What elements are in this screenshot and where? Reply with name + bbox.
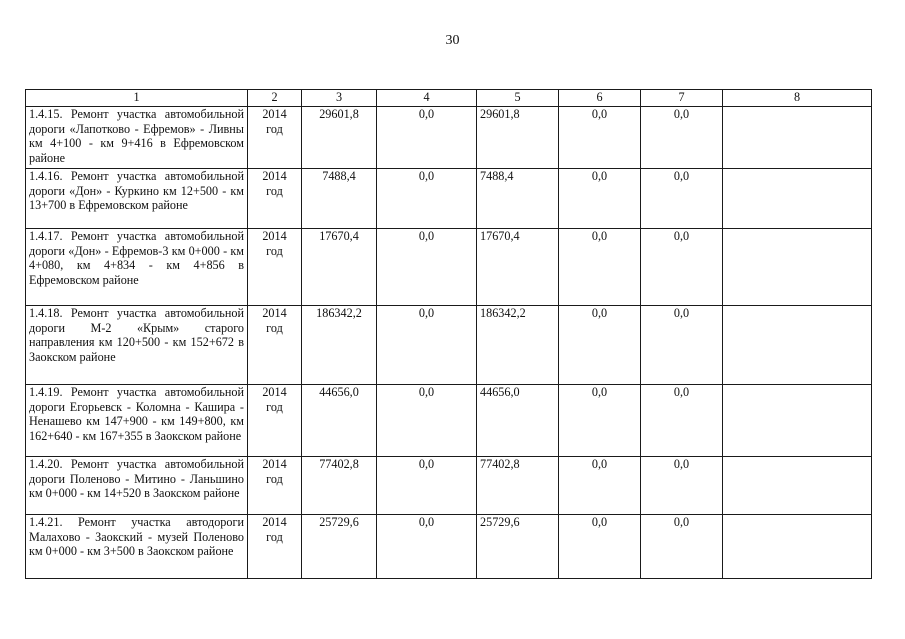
row-year bbox=[248, 169, 302, 229]
cell-col4: 0,0 bbox=[377, 457, 477, 515]
cell-col3: 186342,2 bbox=[302, 306, 377, 385]
row-year bbox=[248, 229, 302, 306]
year-value: 2014 bbox=[262, 457, 287, 471]
year-unit: год bbox=[266, 121, 283, 136]
year-value: 2014 bbox=[262, 229, 287, 243]
cell-col8 bbox=[723, 385, 872, 457]
header-row bbox=[26, 90, 872, 107]
cell-col4: 0,0 bbox=[377, 306, 477, 385]
row-year bbox=[248, 457, 302, 515]
year-unit: год bbox=[266, 243, 283, 258]
table-row bbox=[26, 306, 872, 385]
cell-col6: 0,0 bbox=[559, 457, 641, 515]
table-row bbox=[26, 107, 872, 169]
year-unit: год bbox=[266, 183, 283, 198]
table-row bbox=[26, 457, 872, 515]
row-year bbox=[248, 515, 302, 579]
year-value: 2014 bbox=[262, 306, 287, 320]
year-value: 2014 bbox=[262, 107, 287, 121]
cell-col4: 0,0 bbox=[377, 169, 477, 229]
cell-col8 bbox=[723, 457, 872, 515]
cell-col8 bbox=[723, 229, 872, 306]
row-description: 1.4.15. Ремонт участка автомобильной дороги «Лапотково - Ефремов» - Ливны км 4+100 - км 9+416 в Ефремовском районе bbox=[26, 107, 248, 169]
cell-col8 bbox=[723, 515, 872, 579]
cell-col7: 0,0 bbox=[641, 107, 723, 169]
cell-col6: 0,0 bbox=[559, 229, 641, 306]
table-row bbox=[26, 229, 872, 306]
cell-col5: 17670,4 bbox=[477, 229, 559, 306]
cell-col4: 0,0 bbox=[377, 229, 477, 306]
cell-col8 bbox=[723, 169, 872, 229]
cell-col6: 0,0 bbox=[559, 169, 641, 229]
column-header: 7 bbox=[641, 90, 723, 107]
year-value: 2014 bbox=[262, 169, 287, 183]
cell-col3: 44656,0 bbox=[302, 385, 377, 457]
cell-col8 bbox=[723, 306, 872, 385]
cell-col3: 77402,8 bbox=[302, 457, 377, 515]
column-header: 1 bbox=[26, 90, 248, 107]
year-unit: год bbox=[266, 471, 283, 486]
cell-col6: 0,0 bbox=[559, 306, 641, 385]
year-unit: год bbox=[266, 529, 283, 544]
row-description: 1.4.21. Ремонт участка автодороги Малахово - Заокский - музей Поленово км 0+000 - км 3+500 в Заокском районе bbox=[26, 515, 248, 579]
table-row bbox=[26, 515, 872, 579]
year-unit: год bbox=[266, 399, 283, 414]
column-header: 3 bbox=[302, 90, 377, 107]
row-description: 1.4.19. Ремонт участка автомобильной дороги Егорьевск - Коломна - Кашира - Ненашево км 147+900 - км 149+800, км 162+640 - км 167+355 в Заокском районе bbox=[26, 385, 248, 457]
cell-col3: 7488,4 bbox=[302, 169, 377, 229]
row-year bbox=[248, 107, 302, 169]
row-description: 1.4.17. Ремонт участка автомобильной дороги «Дон» - Ефремов-3 км 0+000 - км 4+080, км 4+834 - км 4+856 в Ефремовском районе bbox=[26, 229, 248, 306]
row-year bbox=[248, 385, 302, 457]
cell-col3: 25729,6 bbox=[302, 515, 377, 579]
row-year bbox=[248, 306, 302, 385]
table-row bbox=[26, 169, 872, 229]
cell-col5: 7488,4 bbox=[477, 169, 559, 229]
row-description: 1.4.20. Ремонт участка автомобильной дороги Поленово - Митино - Ланьшино км 0+000 - км 14+520 в Заокском районе bbox=[26, 457, 248, 515]
cell-col5: 77402,8 bbox=[477, 457, 559, 515]
cell-col5: 25729,6 bbox=[477, 515, 559, 579]
column-header: 6 bbox=[559, 90, 641, 107]
column-header: 5 bbox=[477, 90, 559, 107]
cell-col6: 0,0 bbox=[559, 107, 641, 169]
cell-col7: 0,0 bbox=[641, 385, 723, 457]
row-description: 1.4.16. Ремонт участка автомобильной дороги «Дон» - Куркино км 12+500 - км 13+700 в Ефремовском районе bbox=[26, 169, 248, 229]
cell-col7: 0,0 bbox=[641, 169, 723, 229]
cell-col7: 0,0 bbox=[641, 515, 723, 579]
cell-col4: 0,0 bbox=[377, 107, 477, 169]
year-value: 2014 bbox=[262, 385, 287, 399]
table-header bbox=[26, 90, 872, 107]
budget-table bbox=[25, 89, 872, 579]
cell-col5: 44656,0 bbox=[477, 385, 559, 457]
cell-col3: 29601,8 bbox=[302, 107, 377, 169]
year-value: 2014 bbox=[262, 515, 287, 529]
cell-col6: 0,0 bbox=[559, 385, 641, 457]
cell-col5: 186342,2 bbox=[477, 306, 559, 385]
page-number: 30 bbox=[445, 33, 460, 48]
cell-col6: 0,0 bbox=[559, 515, 641, 579]
column-header: 2 bbox=[248, 90, 302, 107]
cell-col3: 17670,4 bbox=[302, 229, 377, 306]
column-header: 8 bbox=[723, 90, 872, 107]
cell-col5: 29601,8 bbox=[477, 107, 559, 169]
cell-col7: 0,0 bbox=[641, 306, 723, 385]
cell-col4: 0,0 bbox=[377, 385, 477, 457]
table-row bbox=[26, 385, 872, 457]
year-unit: год bbox=[266, 320, 283, 335]
column-header: 4 bbox=[377, 90, 477, 107]
table-body bbox=[26, 107, 872, 579]
row-description: 1.4.18. Ремонт участка автомобильной дороги М-2 «Крым» старого направления км 120+500 - км 152+672 в Заокском районе bbox=[26, 306, 248, 385]
cell-col8 bbox=[723, 107, 872, 169]
cell-col4: 0,0 bbox=[377, 515, 477, 579]
cell-col7: 0,0 bbox=[641, 457, 723, 515]
cell-col7: 0,0 bbox=[641, 229, 723, 306]
